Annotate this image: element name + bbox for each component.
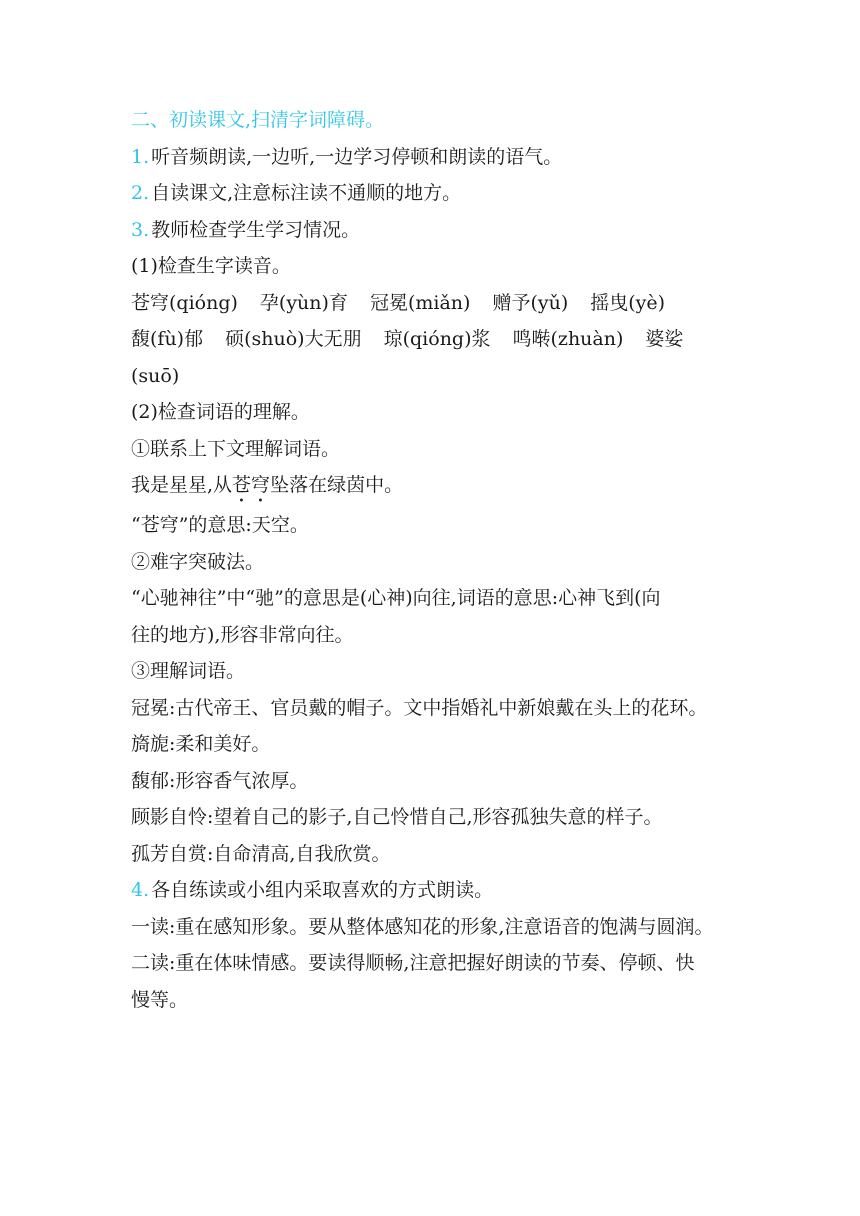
step-2: [131, 175, 751, 212]
step-text: 教师检查学生学习情况。: [151, 218, 361, 241]
step-text: 自读课文,注意标注读不通顺的地方。: [151, 182, 462, 204]
step-number: 2.: [131, 182, 150, 204]
pinyin-row-3: (suō): [131, 364, 180, 387]
method-2: ②难字突破法。: [131, 550, 265, 573]
method-3: ③理解词语。: [131, 660, 246, 682]
pinyin-row-2: [131, 321, 751, 358]
sub-heading-vocabulary: (2)检查词语的理解。: [131, 401, 310, 423]
pinyin-word: 馥(fù)郁: [131, 328, 204, 350]
pinyin-word: 硕(shuò)大无朋: [225, 328, 362, 350]
meaning-2-line-1: “心驰神往”中“驰”的意思是(心神)向往,词语的意思:心神飞到(向: [131, 587, 661, 609]
pinyin-word: 琼(qióng)浆: [383, 328, 491, 350]
pinyin-word: 赠予(yǔ): [492, 291, 569, 314]
meaning-1: “苍穹”的意思:天空。: [131, 514, 309, 536]
reading-2-line-2: 慢等。: [131, 988, 189, 1011]
step-text: 各自练读或小组内采取喜欢的方式朗读。: [151, 879, 494, 901]
step-number: 4.: [131, 879, 150, 901]
step-1: [131, 139, 751, 176]
pinyin-word: 摇曳(yè): [590, 291, 666, 314]
definition: 旖旎:柔和美好。: [131, 733, 271, 755]
sub-heading-pronunciation: (1)检查生字读音。: [131, 255, 291, 277]
document-body: [131, 102, 751, 1018]
pinyin-word: 冠冕(miǎn): [369, 291, 471, 314]
example-sentence: [131, 467, 751, 507]
definition: 孤芳自赏:自命清高,自我欣赏。: [131, 842, 391, 865]
step-3: [131, 212, 751, 249]
definition: 冠冕:古代帝王、官员戴的帽子。文中指婚礼中新娘戴在头上的花环。: [131, 696, 708, 719]
definition: 顾影自怜:望着自己的影子,自己怜惜自己,形容孤独失意的样子。: [131, 806, 663, 828]
step-text: 听音频朗读,一边听,一边学习停顿和朗读的语气。: [151, 145, 563, 168]
meaning-2-line-2: 往的地方),形容非常向往。: [131, 623, 354, 646]
sentence-after: 坠落在绿茵中。: [270, 474, 404, 496]
sentence-marked-word: 苍穹: [232, 474, 271, 496]
method-1: ①联系上下文理解词语。: [131, 437, 341, 460]
step-number: 3.: [131, 218, 150, 241]
pinyin-word: 鸣啭(zhuàn): [512, 328, 624, 350]
reading-1: 一读:重在感知形象。要从整体感知花的形象,注意语音的饱满与圆润。: [131, 915, 714, 938]
step-4: [131, 872, 751, 909]
pinyin-word: 婆娑: [645, 328, 684, 350]
definition: 馥郁:形容香气浓厚。: [131, 769, 309, 792]
pinyin-word: 苍穹(qióng): [131, 291, 238, 314]
step-number: 1.: [131, 145, 150, 168]
sentence-before: 我是星星,从: [131, 474, 233, 496]
reading-2-line-1: 二读:重在体味情感。要读得顺畅,注意把握好朗读的节奏、停顿、快: [131, 952, 695, 974]
pinyin-word: 孕(yùn)育: [259, 291, 348, 314]
section-heading: 二、初读课文,扫清字词障碍。: [131, 109, 385, 131]
pinyin-row-1: [131, 285, 751, 322]
